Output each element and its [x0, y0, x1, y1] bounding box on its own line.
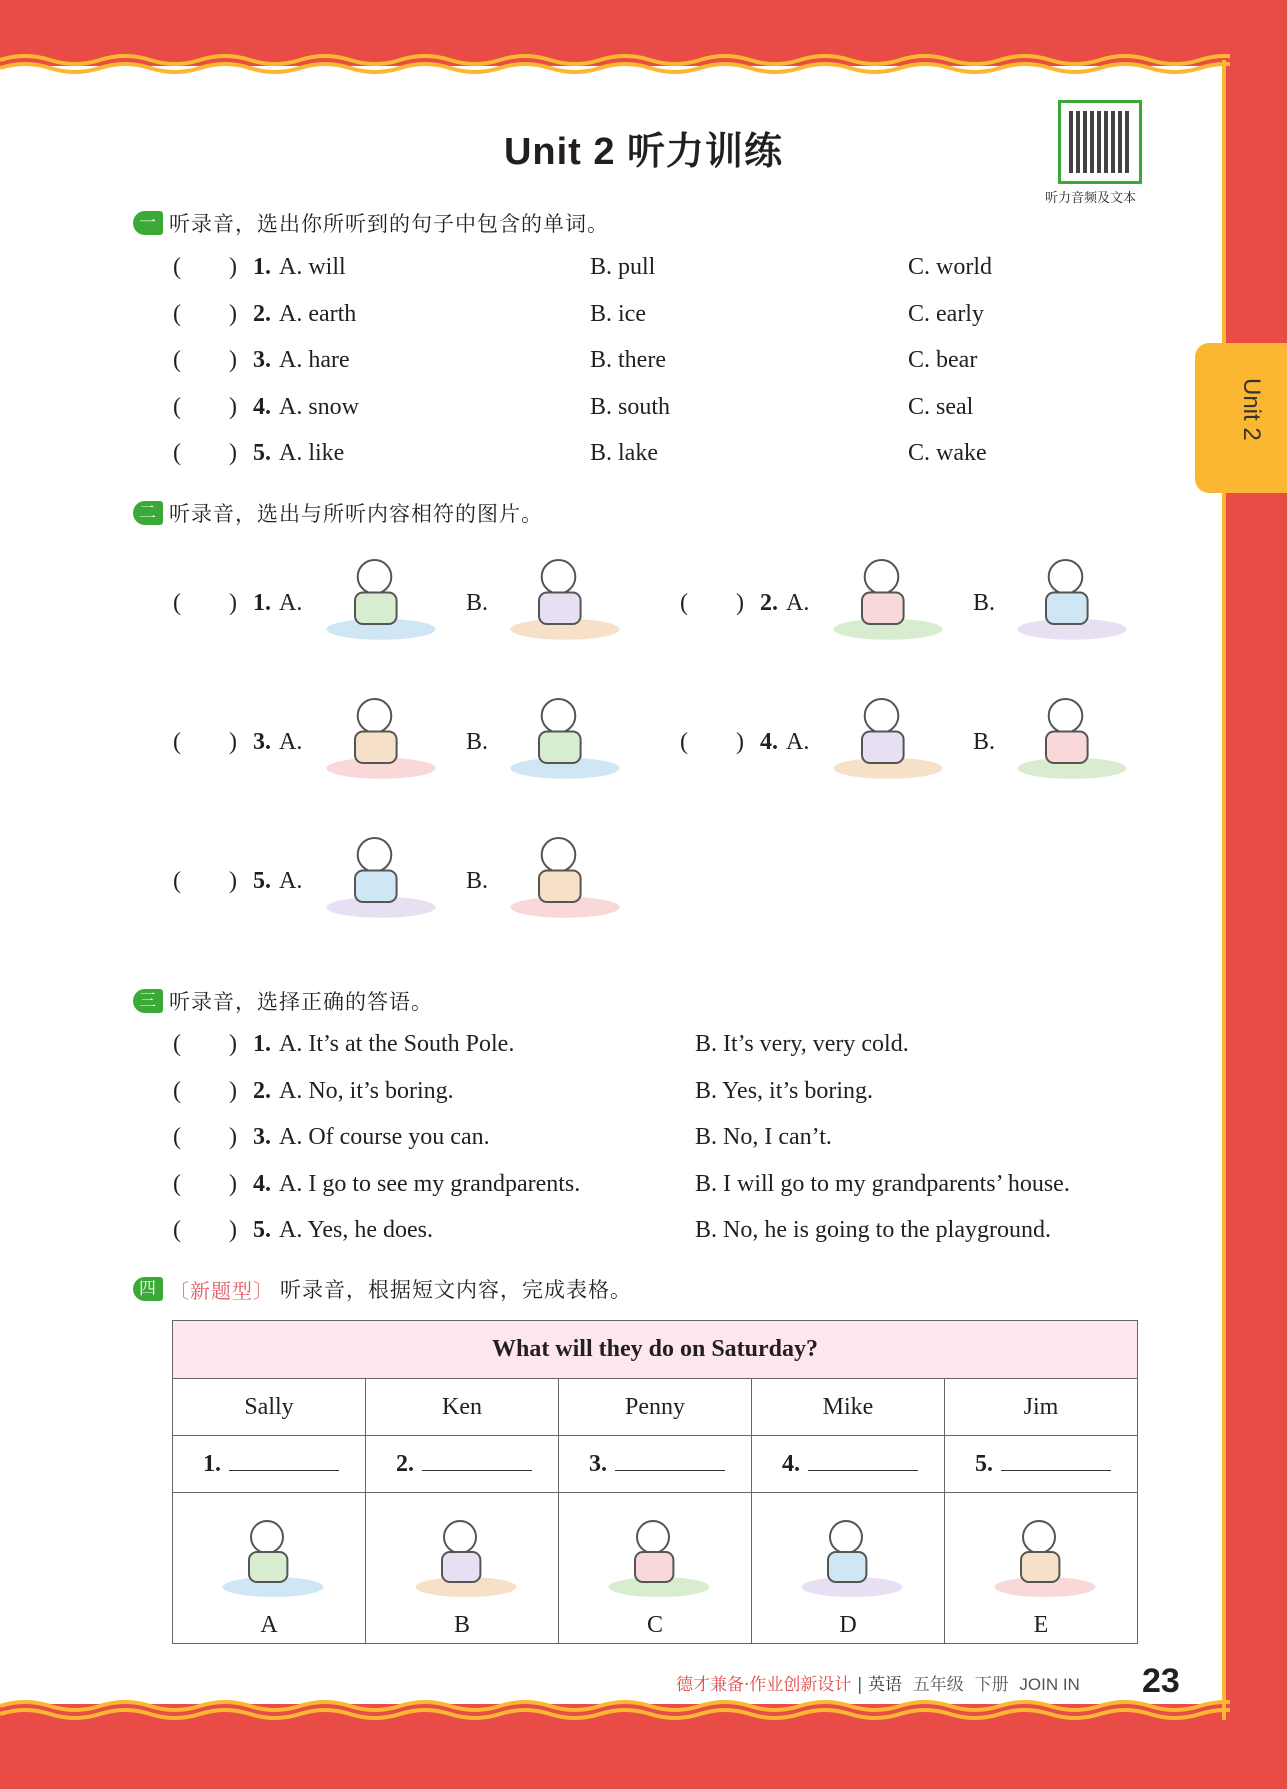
- option-b: B.: [466, 590, 489, 616]
- option-a: A.: [279, 590, 303, 616]
- picture-label: C: [646, 1612, 663, 1638]
- option-b: B. No, I can’t.: [695, 1124, 832, 1150]
- answer-blank[interactable]: ( ): [173, 300, 237, 327]
- option-c: C. world: [908, 254, 992, 280]
- answer-cell[interactable]: [559, 1436, 752, 1493]
- option-c: C. seal: [908, 393, 974, 420]
- answer-blank[interactable]: ( ): [173, 1170, 237, 1197]
- option-a: A. earth: [279, 300, 357, 327]
- separator: |: [856, 1675, 863, 1695]
- swimming-illustration: [985, 1502, 1105, 1602]
- option-a: A. I go to see my grandparents.: [279, 1170, 581, 1197]
- unit-side-tab: Unit 2: [1195, 343, 1287, 493]
- answer-blank[interactable]: ( ): [173, 729, 237, 755]
- picture-label: E: [1033, 1612, 1049, 1638]
- option-c: C. bear: [908, 347, 978, 373]
- picture-cell: [173, 1493, 366, 1644]
- blank-number: 3.: [589, 1450, 607, 1477]
- library-illustration: [406, 1502, 526, 1602]
- answer-cell[interactable]: [752, 1436, 945, 1493]
- answer-blank[interactable]: ( ): [173, 1124, 237, 1150]
- answer-blank[interactable]: ( ): [173, 1217, 237, 1243]
- option-b: B.: [466, 868, 489, 894]
- answer-blank[interactable]: ( ): [173, 254, 237, 280]
- table-title: What will they do on Saturday?: [173, 1321, 1138, 1379]
- polar-bear-on-ice-illustration: [823, 679, 953, 784]
- question-number: 5.: [253, 868, 271, 894]
- option-a: A. snow: [279, 393, 360, 420]
- answer-cell[interactable]: [945, 1436, 1138, 1493]
- qr-caption: 听力音频及文本: [1045, 190, 1137, 205]
- option-a: A. It’s at the South Pole.: [279, 1031, 515, 1057]
- blank-number: 1.: [203, 1450, 221, 1477]
- option-a: A. Yes, he does.: [279, 1217, 434, 1243]
- option-b: B. ice: [590, 300, 646, 327]
- question-number: 2.: [253, 1077, 271, 1104]
- option-a: A.: [279, 729, 303, 755]
- bottom-wave-border: [0, 1700, 1230, 1722]
- section-badge: 一: [133, 211, 163, 235]
- page-number: 23: [1142, 1662, 1180, 1700]
- polar-bear-illustration: [316, 540, 446, 645]
- option-b: B. pull: [590, 254, 656, 280]
- section-3-heading: [133, 986, 433, 1016]
- option-a: A.: [786, 590, 810, 616]
- answer-blank[interactable]: ( ): [173, 1077, 237, 1104]
- question-number: 4.: [253, 393, 271, 420]
- option-a: A. hare: [279, 347, 350, 373]
- question-number: 1.: [253, 1031, 271, 1057]
- instruction: 听录音，选择正确的答语。: [169, 990, 433, 1014]
- grandpa-fishing-illustration: [500, 679, 630, 784]
- blank-number: 5.: [975, 1450, 993, 1477]
- answer-line[interactable]: [1001, 1451, 1111, 1471]
- new-type-tag: 〔新题型〕: [169, 1278, 274, 1303]
- option-a: A. like: [279, 440, 345, 466]
- option-a: A. will: [279, 254, 346, 280]
- edition: JOIN IN: [1019, 1675, 1080, 1694]
- answer-blank[interactable]: ( ): [173, 393, 237, 420]
- answer-blank[interactable]: ( ): [680, 729, 744, 755]
- name-cell: Ken: [366, 1379, 559, 1436]
- grade: 五年级: [912, 1675, 964, 1695]
- option-b: B. No, he is going to the playground.: [695, 1217, 1051, 1243]
- option-a: A.: [786, 729, 810, 755]
- option-a: A. No, it’s boring.: [279, 1077, 454, 1104]
- section-badge: 三: [133, 989, 163, 1013]
- answer-line[interactable]: [229, 1451, 339, 1471]
- subject: 英语: [867, 1675, 902, 1695]
- name-cell: Mike: [752, 1379, 945, 1436]
- volume: 下册: [974, 1675, 1009, 1695]
- question-number: 3.: [253, 729, 271, 755]
- qr-code[interactable]: [1058, 100, 1142, 184]
- name-cell: Jim: [945, 1379, 1138, 1436]
- picture-cell: [752, 1493, 945, 1644]
- section-badge: 二: [133, 501, 163, 525]
- right-wave-border: [1222, 60, 1230, 1720]
- picture-label: B: [453, 1612, 470, 1638]
- children-swimming-illustration: [316, 679, 446, 784]
- option-b: B.: [973, 729, 996, 755]
- answer-blank[interactable]: ( ): [173, 590, 237, 616]
- question-number: 5.: [253, 440, 271, 466]
- question-number: 4.: [253, 1170, 271, 1197]
- page-title: Unit 2 听力训练: [503, 131, 784, 173]
- picture-cell: [559, 1493, 752, 1644]
- option-b: B. Yes, it’s boring.: [695, 1077, 874, 1104]
- answer-blank[interactable]: ( ): [173, 1031, 237, 1057]
- series-name: 德才兼备·作业创新设计: [676, 1675, 852, 1695]
- question-number: 1.: [253, 590, 271, 616]
- zoo-illustration: [316, 818, 446, 923]
- answer-blank[interactable]: ( ): [173, 440, 237, 466]
- question-number: 2.: [253, 300, 271, 327]
- picture-cell: [366, 1493, 559, 1644]
- picture-cell: [945, 1493, 1138, 1644]
- option-b: B.: [973, 590, 996, 616]
- answer-cell[interactable]: [366, 1436, 559, 1493]
- blank-number: 4.: [782, 1450, 800, 1477]
- top-wave-border: [0, 54, 1230, 76]
- seal-on-snow-hill-illustration: [1007, 679, 1137, 784]
- hare-illustration: [500, 540, 630, 645]
- question-number: 4.: [760, 729, 778, 755]
- answer-line[interactable]: [615, 1451, 725, 1471]
- great-wall-illustration: [500, 818, 630, 923]
- instruction: 听录音，选出你所听到的句子中包含的单词。: [169, 212, 609, 236]
- instruction: 听录音，根据短文内容，完成表格。: [280, 1278, 632, 1302]
- answer-cell[interactable]: [173, 1436, 366, 1493]
- instruction: 听录音，选出与所听内容相符的图片。: [169, 502, 543, 526]
- grandparents-illustration: [823, 540, 953, 645]
- question-number: 5.: [253, 1217, 271, 1243]
- option-b: B. It’s very, very cold.: [695, 1031, 909, 1057]
- cinema-illustration: [599, 1502, 719, 1602]
- option-b: B. there: [590, 347, 666, 373]
- playground-illustration: [792, 1502, 912, 1602]
- option-b: B. lake: [590, 440, 658, 466]
- option-b: B. I will go to my grandparents’ house.: [695, 1170, 1070, 1197]
- blank-number: 2.: [396, 1450, 414, 1477]
- option-b: B.: [466, 729, 489, 755]
- question-number: 3.: [253, 347, 271, 373]
- option-b: B. south: [590, 393, 671, 420]
- answer-blank[interactable]: ( ): [680, 590, 744, 616]
- saturday-table: [172, 1320, 1138, 1644]
- picture-label: A: [260, 1612, 278, 1638]
- answer-line[interactable]: [422, 1451, 532, 1471]
- question-number: 2.: [760, 590, 778, 616]
- footer: [676, 1670, 1080, 1695]
- section-4-heading: [133, 1274, 632, 1304]
- name-cell: Sally: [173, 1379, 366, 1436]
- name-cell: Penny: [559, 1379, 752, 1436]
- answer-line[interactable]: [808, 1451, 918, 1471]
- answer-blank[interactable]: ( ): [173, 347, 237, 373]
- question-number: 1.: [253, 254, 271, 280]
- option-c: C. wake: [908, 440, 987, 466]
- section-1-heading: [133, 208, 609, 238]
- picture-label: D: [839, 1612, 857, 1638]
- option-c: C. early: [908, 300, 984, 327]
- question-number: 3.: [253, 1124, 271, 1150]
- young-couple-illustration: [1007, 540, 1137, 645]
- taking-photos-illustration: [213, 1502, 333, 1602]
- option-a: A. Of course you can.: [279, 1124, 490, 1150]
- section-2-heading: [133, 498, 543, 528]
- answer-blank[interactable]: ( ): [173, 868, 237, 894]
- section-badge: 四: [133, 1277, 163, 1301]
- option-a: A.: [279, 868, 303, 894]
